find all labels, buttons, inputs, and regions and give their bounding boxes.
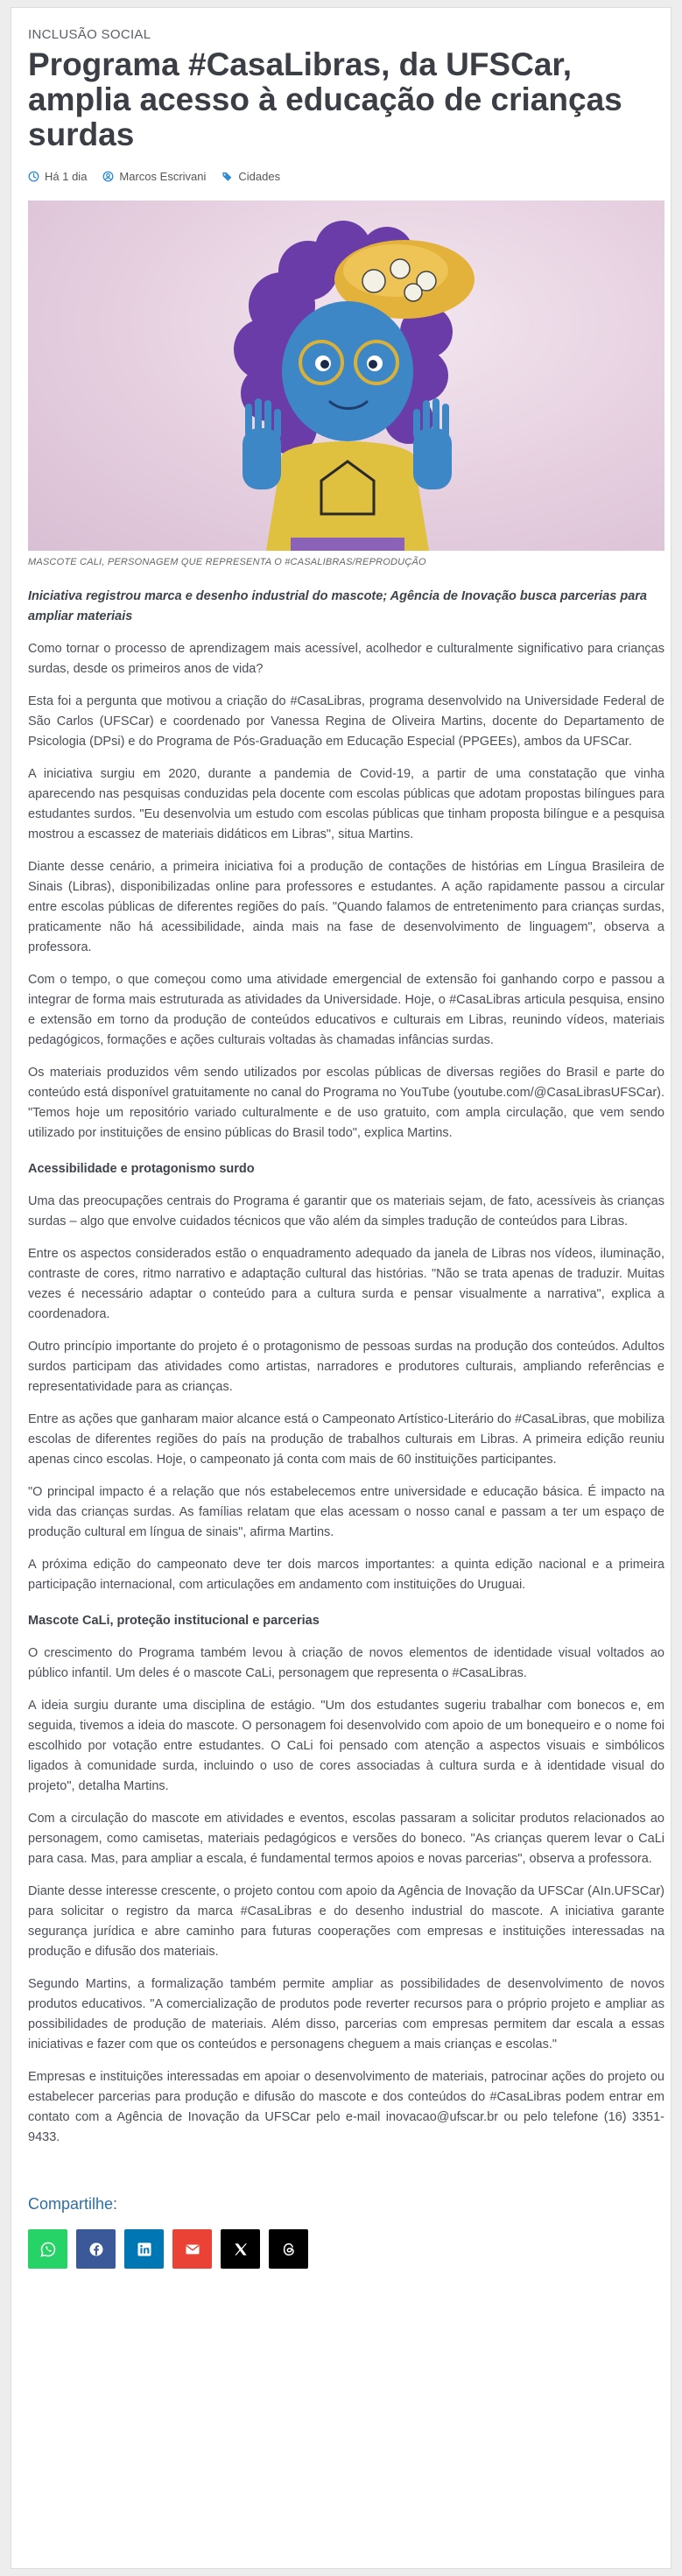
paragraph: A ideia surgiu durante uma disciplina de estágio. "Um dos estudantes sugeriu trabalhar com bonecos e, em seguida, tivemos a ideia do mascote. O personagem foi desenvolvido com apoio de um bonequeiro e o nome foi escolhido por votação entre estudantes. O CaLi foi pensado com atenção a aspectos visuais e simbólicos ligados à comunidade surda, incluindo o uso de cores associadas à cultura surda e à identidade visual do projeto", detalha Martins. [28, 1699, 664, 1793]
meta-time [28, 170, 87, 183]
share-title: Compartilhe: [28, 2195, 118, 2213]
paragraph: Segundo Martins, a formalização também permite ampliar as possibilidades de desenvolvimento de novos produtos educativos. "A comercialização de produtos pode reverter recursos para o próprio projeto e ampliar as possibilidades de produção de materiais. Além disso, parcerias com empresas permitem dar escala a essas iniciativas e fazer com que os conteúdos e personagens cheguem a mais crianças e escolas." [28, 1977, 664, 2052]
user-icon [102, 171, 114, 182]
paragraph: Esta foi a pergunta que motivou a criação do #CasaLibras, programa desenvolvido na Universidade Federal de São Carlos (UFSCar) e coordenado por Vanessa Regina de Oliveira Martins, docente do Departamento de Psicologia (DPsi) e do Programa de Pós-Graduação em Educação Especial (PPGEEs), ambos da UFSCar. [28, 694, 664, 749]
mascot-face [282, 301, 413, 441]
paragraph: Com o tempo, o que começou como uma atividade emergencial de extensão foi ganhando corpo e passou a integrar de forma mais estruturada as atividades da Universidade. Hoje, o #CasaLibras articula pesquisa, ensino e extensão em torno da produção de conteúdos educativos e culturais em Libras, reunindo vídeos, materiais pedagógicos, formações e ações culturais voltadas às chamadas infâncias surdas. [28, 973, 664, 1047]
meta-section[interactable] [221, 170, 280, 183]
paragraph: O crescimento do Programa também levou à criação de novos elementos de identidade visual voltados ao público infantil. Um deles é o mascote CaLi, personagem que representa o #CasaLibras. [28, 1646, 664, 1680]
paragraph: Com a circulação do mascote em atividades e eventos, escolas passaram a solicitar produtos relacionados ao personagem, como camisetas, materiais pedagógicos e versões do boneco. "As crianças querem levar o CaLi para casa. Mas, para ampliar a escala, é fundamental termos apoios e novas parcerias", observa a professora. [28, 1812, 664, 1866]
paragraph: Diante desse interesse crescente, o projeto contou com apoio da Agência de Inovação da UFSCar (AIn.UFSCar) para solicitar o registro da marca #CasaLibras e do desenho industrial do mascote. A iniciativa garante segurança jurídica e abre caminho para futuras cooperações com empresas e instituições interessadas na produção e difusão dos materiais. [28, 1884, 664, 1959]
paragraph: Entre as ações que ganharam maior alcance está o Campeonato Artístico-Literário do #CasaLibras, que mobiliza escolas de diferentes regiões do país na produção de trabalhos culturais em Libras. A primeira edição reuniu apenas cinco escolas. Hoje, o campeonato já conta com mais de 60 instituições participantes. [28, 1412, 665, 1467]
paragraph: "O principal impacto é a relação que nós estabelecemos entre universidade e educação básica. É impacto na vida das crianças surdas. As famílias relatam que elas acessam o nosso canal e passam a ter um espaço de produção cultural em língua de sinais", afirma Martins. [28, 1485, 664, 1539]
image-caption: MASCOTE CALI, PERSONAGEM QUE REPRESENTA O #CASALIBRAS/REPRODUÇÃO [28, 557, 426, 567]
paragraph: Diante desse cenário, a primeira iniciativa foi a produção de contações de histórias em Língua Brasileira de Sinais (Libras), disponibilizadas online para professores e estudantes. A ação rapidamente passou a circular entre escolas públicas de diferentes regiões do país. "Quando falamos de entretenimento para crianças surdas, praticamente não há acessibilidade, ainda mais na fase de desenvolvimento de linguagem", observa a professora. [28, 860, 664, 954]
share-x-button[interactable] [221, 2229, 260, 2269]
paragraph: A iniciativa surgiu em 2020, durante a pandemia de Covid-19, a partir de uma constatação que vinha aparecendo nas pesquisas conduzidas pela docente com escolas públicas que adotam propostas bilíngues para estudantes surdos. "Eu desenvolvia um estudo com escolas públicas que tinham proposta bilíngue e a pesquisa mostrou a escassez de materiais didáticos em Libras", situa Martins. [28, 767, 664, 841]
section-heading: Mascote CaLi, proteção institucional e parcerias [28, 1614, 320, 1628]
meta-author[interactable] [102, 170, 206, 183]
paragraph: Entre os aspectos considerados estão o enquadramento adequado da janela de Libras nos vídeos, iluminação, contraste de cores, ritmo narrativo e adaptação cultural das histórias. "Não se trata apenas de traduzir. Muitas vezes é necessário adaptar o conteúdo para a cultura surda e pensar visualmente a narrativa", explica a coordenadora. [28, 1247, 664, 1321]
share-whatsapp-button[interactable] [28, 2229, 67, 2269]
category-label[interactable]: INCLUSÃO SOCIAL [28, 27, 151, 42]
article-title: Programa #CasaLibras, da UFSCar, amplia acesso à educação de crianças surdas [28, 46, 622, 152]
section-heading: Acessibilidade e protagonismo surdo [28, 1162, 255, 1176]
paragraph: Os materiais produzidos vêm sendo utilizados por escolas públicas de diversas regiões do Brasil e parte do conteúdo está disponível gratuitamente no canal do Programa no YouTube (youtube.com/@CasaLibrasUFSCar). "Temos hoje um repositório variado culturalmente e de uso gratuito, com ampla circulação, que vem sendo utilizado por instituições de ensino públicas do Brasil todo", explica Martins. [28, 1066, 664, 1140]
whatsapp-icon [39, 2241, 57, 2258]
clock-icon [28, 171, 39, 182]
x-logo-icon [232, 2241, 250, 2258]
paragraph: A próxima edição do campeonato deve ter dois marcos importantes: a quinta edição nacional e a primeira participação internacional, com articulações em andamento com instituições do Uruguai. [28, 1558, 664, 1592]
facebook-icon [88, 2241, 105, 2258]
threads-icon [280, 2241, 298, 2258]
share-buttons [28, 2229, 664, 2269]
article-card [11, 7, 671, 2569]
paragraph: Empresas e instituições interessadas em apoiar o desenvolvimento de materiais, patrocinar ações do projeto ou estabelecer parcerias para produção e difusão do mascote e dos conteúdos do #CasaLibras podem entrar em contato com a Agência de Inovação da UFSCar pelo e-mail inovacao@ufscar.br ou pelo telefone (16) 3351-9433. [28, 2070, 664, 2144]
mascot-image [28, 201, 664, 551]
paragraph: Outro princípio importante do projeto é o protagonismo de pessoas surdas na produção dos conteúdos. Adultos surdos participam das atividades como artistas, narradores e produtores culturais, ampliando referências e representatividade para as crianças. [28, 1340, 664, 1394]
tag-icon [221, 171, 233, 182]
envelope-icon [184, 2241, 201, 2258]
article-lead: Iniciativa registrou marca e desenho industrial do mascote; Agência de Inovação busca parcerias para ampliar materiais [28, 589, 647, 623]
meta-time-text: Há 1 dia [45, 170, 88, 183]
share-linkedin-button[interactable] [124, 2229, 164, 2269]
paragraph: Como tornar o processo de aprendizagem mais acessível, acolhedor e culturalmente significativo para crianças surdas, desde os primeiros anos de vida? [28, 642, 664, 676]
meta-section-text: Cidades [238, 170, 281, 183]
share-facebook-button[interactable] [76, 2229, 116, 2269]
share-email-button[interactable] [172, 2229, 212, 2269]
mascot-body [266, 441, 429, 551]
article-body [28, 27, 664, 2269]
share-threads-button[interactable] [269, 2229, 308, 2269]
article-meta [28, 170, 664, 183]
mascot-illustration [28, 201, 664, 551]
meta-author-text: Marcos Escrivani [119, 170, 207, 183]
linkedin-icon [136, 2241, 153, 2258]
paragraph: Uma das preocupações centrais do Programa é garantir que os materiais sejam, de fato, acessíveis às crianças surdas – algo que envolve cuidados técnicos que vão além da simples tradução de conteúdos para Libras. [28, 1194, 664, 1228]
